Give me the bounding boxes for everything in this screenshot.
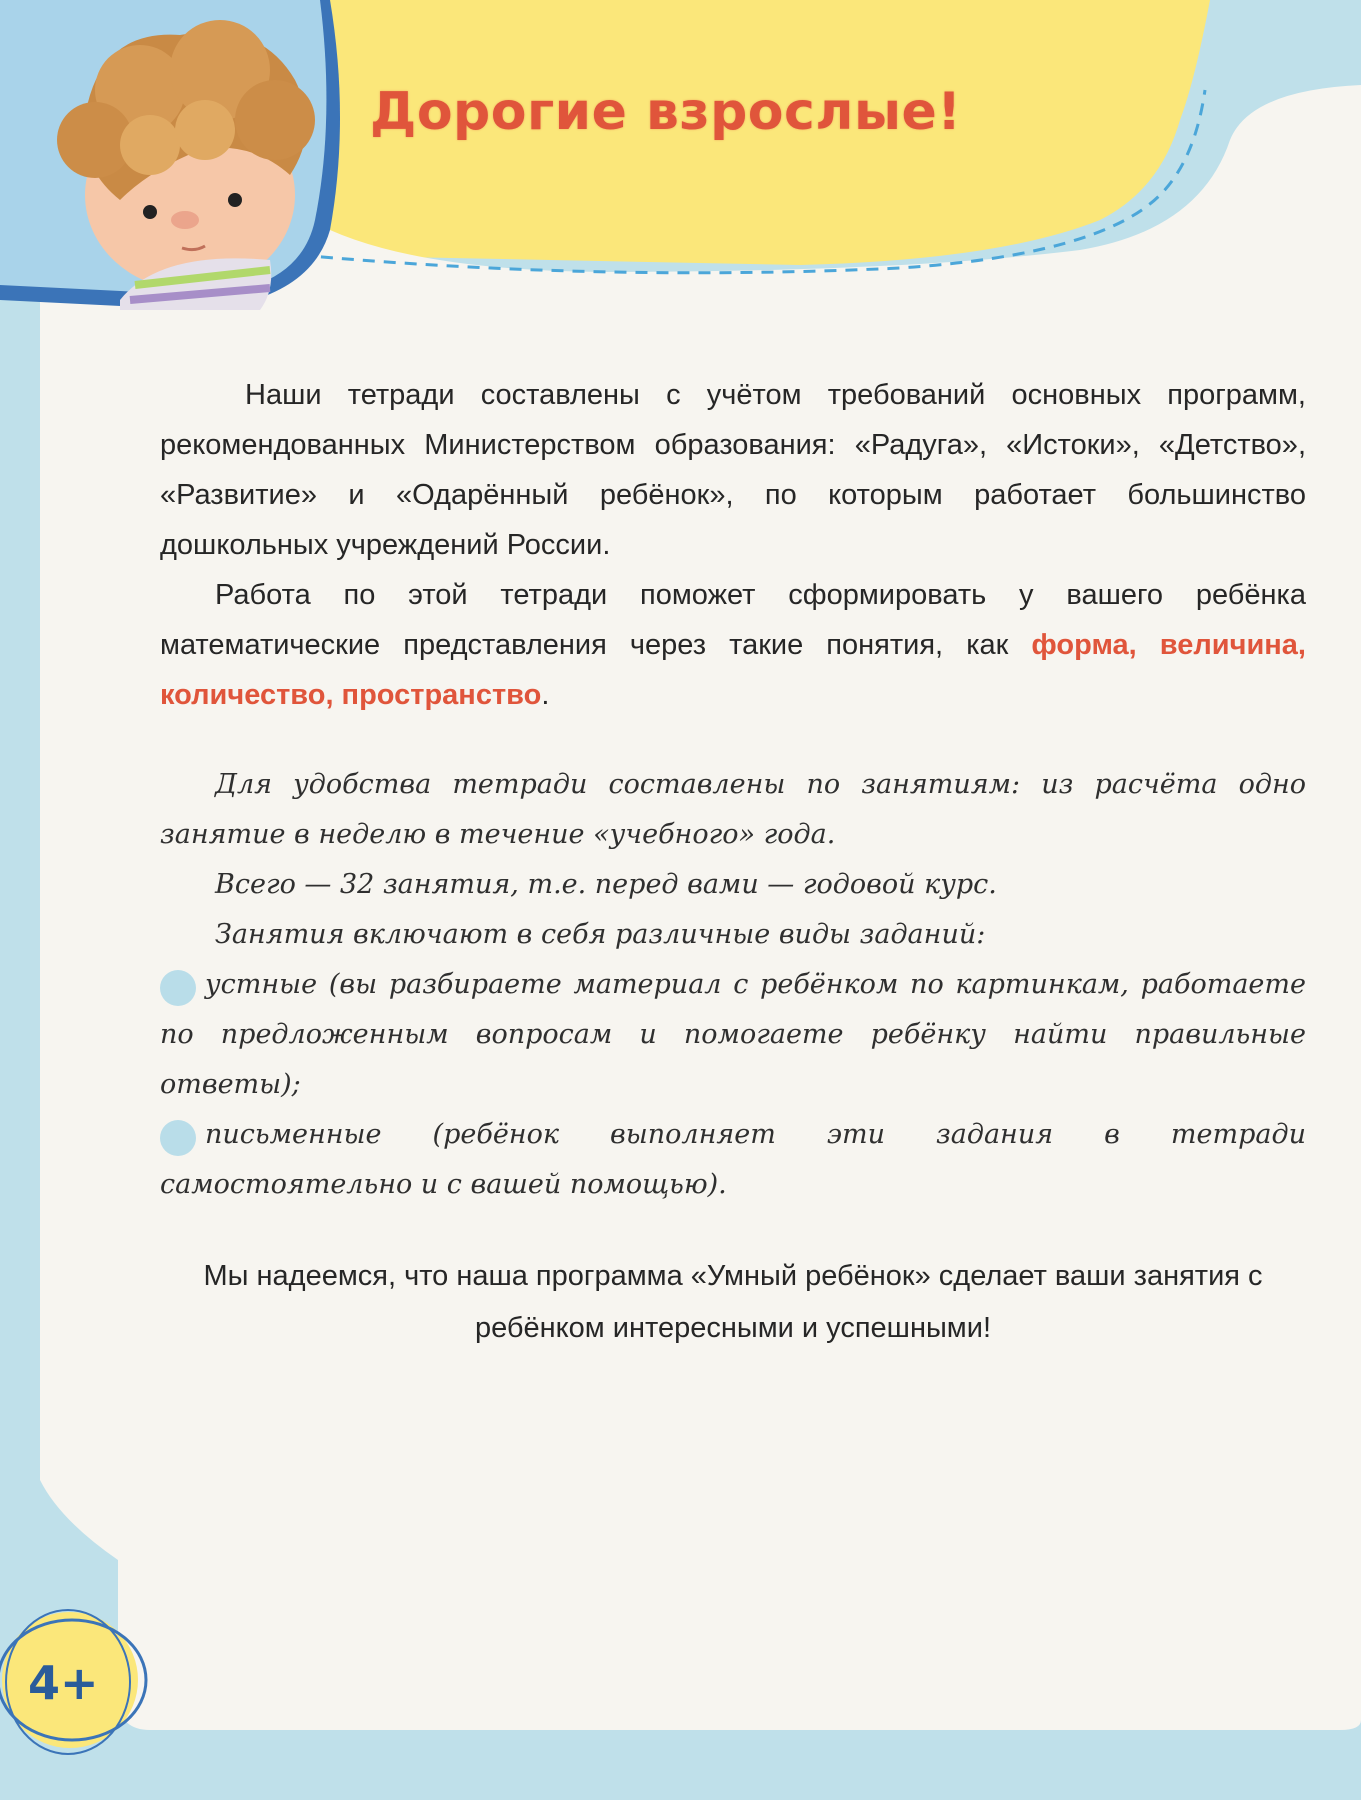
written-tasks-item: письменные (ребёнок выполняет эти задания в тетради самостоятельно и с вашей помощью).: [160, 1119, 1306, 1200]
math-concepts-highlight: форма, величина, количество, пространство: [160, 629, 1306, 711]
course-summary: Всего — 32 занятия, т.е. перед вами — годовой курс.: [215, 869, 997, 900]
intro-paragraph: Наши тетради составлены с учётом требований основных программ, рекомендованных Министерством образования: «Радуга», «Истоки», «Детство», «Развитие» и «Одарённый ребёнок», по которым работает большинство дошкольных учреждений России.: [160, 379, 1306, 561]
age-badge: 4+: [28, 1656, 99, 1710]
schedule-note: Для удобства тетради составлены по занятиям: из расчёта одно занятие в неделю в течение «учебного» года.: [160, 769, 1306, 850]
purpose-paragraph: [160, 570, 1306, 720]
closing-message: Мы надеемся, что наша программа «Умный ребёнок» сделает ваши занятия с ребёнком интересными и успешными!: [203, 1260, 1263, 1344]
purpose-text: Работа по этой тетради поможет сформировать у вашего ребёнка математические представления через такие понятия, как: [160, 579, 1306, 661]
task-types-intro: Занятия включают в себя различные виды заданий:: [215, 919, 986, 950]
purpose-end: .: [541, 679, 550, 711]
oral-tasks-item: устные (вы разбираете материал с ребёнком по картинкам, работаете по предложенным вопросам и помогаете ребёнку найти правильные ответы);: [160, 969, 1306, 1100]
page-title: Дорогие взрослые!: [370, 82, 962, 142]
